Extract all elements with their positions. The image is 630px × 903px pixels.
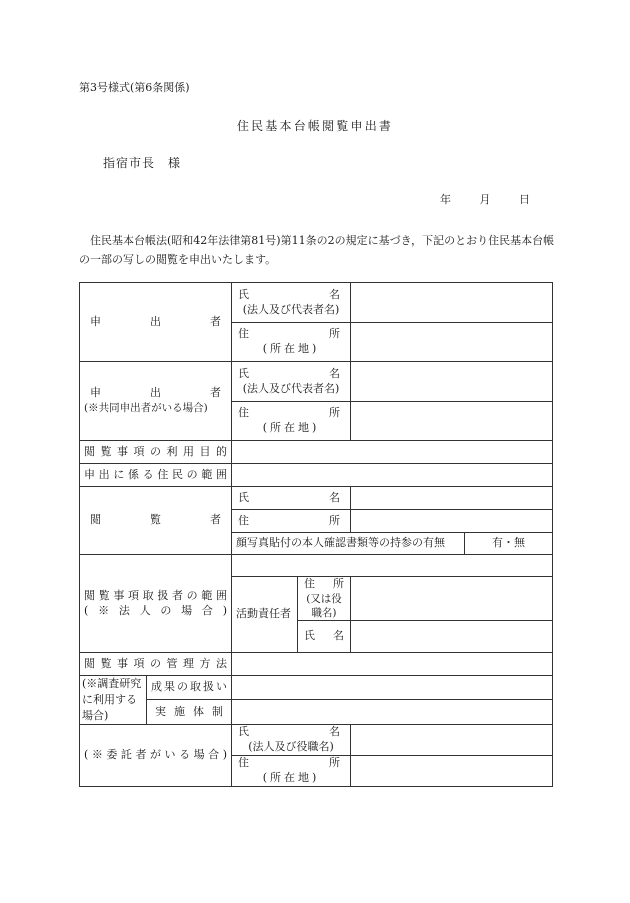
contractor-label-cell: (※委託者がいる場合) <box>80 725 232 787</box>
date-line <box>440 194 530 205</box>
co-applicant-address-label: 住所 (所在地) <box>232 402 351 441</box>
research-label: (※調査研究に利用する場合) <box>80 676 147 725</box>
scope-field[interactable] <box>232 464 553 487</box>
id-check-label: 顔写真貼付の本人確認書類等の持参の有無 <box>232 533 465 555</box>
viewer-address-label: 住所 <box>232 510 351 533</box>
co-applicant-address-field[interactable] <box>351 402 553 441</box>
viewer-address-field[interactable] <box>351 510 553 533</box>
applicant-address-label: 住所 (所在地) <box>232 323 351 362</box>
viewer-label-cell: 閲覧者 <box>80 487 232 555</box>
handler-field[interactable] <box>232 555 553 577</box>
result-handling-field[interactable] <box>232 676 553 700</box>
contractor-name-field[interactable] <box>351 725 553 756</box>
result-handling-label: 成果の取扱い <box>147 676 232 700</box>
contractor-address-field[interactable] <box>351 756 553 787</box>
contractor-name-label: 氏名 (法人及び役職名) <box>232 725 351 756</box>
responsible-address-label: 住所 (又は役職名) <box>298 577 351 621</box>
viewer-name-field[interactable] <box>351 487 553 510</box>
applicant-address-field[interactable] <box>351 323 553 362</box>
date-month[interactable]: 月 <box>479 193 491 206</box>
applicant-label: 申出者 <box>90 314 221 328</box>
management-label: 閲覧事項の管理方法 <box>80 653 232 676</box>
applicant-name-label: 氏名 (法人及び代表者名) <box>232 283 351 323</box>
viewer-name-label: 氏名 <box>232 487 351 510</box>
responsible-address-field[interactable] <box>351 577 553 621</box>
purpose-field[interactable] <box>232 441 553 464</box>
addressee: 指宿市長 様 <box>103 156 182 170</box>
id-check-value[interactable]: 有・無 <box>465 533 553 555</box>
intro-paragraph: 住民基本台帳法(昭和42年法律第81号)第11条の2の規定に基づき，下記のとおり住民基本台帳の一部の写しの閲覧を申出いたします。 <box>79 234 555 266</box>
page-title: 住民基本台帳閲覧申出書 <box>236 119 394 133</box>
management-field[interactable] <box>232 653 553 676</box>
responsible-label: 活動責任者 <box>232 577 298 653</box>
contractor-address-label: 住所 (所在地) <box>232 756 351 787</box>
applicant-name-field[interactable] <box>351 283 553 323</box>
co-applicant-name-field[interactable] <box>351 362 553 402</box>
responsible-name-label: 氏名 <box>298 621 351 653</box>
application-form-table <box>79 282 553 787</box>
purpose-label: 閲覧事項の利用目的 <box>80 441 232 464</box>
co-applicant-name-label: 氏名 (法人及び代表者名) <box>232 362 351 402</box>
structure-field[interactable] <box>232 700 553 725</box>
responsible-name-field[interactable] <box>351 621 553 653</box>
scope-label: 申出に係る住民の範囲 <box>80 464 232 487</box>
form-number: 第3号様式(第6条関係) <box>79 81 190 94</box>
structure-label: 実施体制 <box>147 700 232 725</box>
date-day[interactable]: 日 <box>519 193 530 206</box>
date-year[interactable]: 年 <box>440 193 451 206</box>
handler-label-cell: 閲覧事項取扱者の範囲 (※法人の場合) <box>80 555 232 653</box>
applicant-label-cell <box>80 283 232 362</box>
co-applicant-label-cell: 申出者 (※共同申出者がいる場合) <box>80 362 232 441</box>
